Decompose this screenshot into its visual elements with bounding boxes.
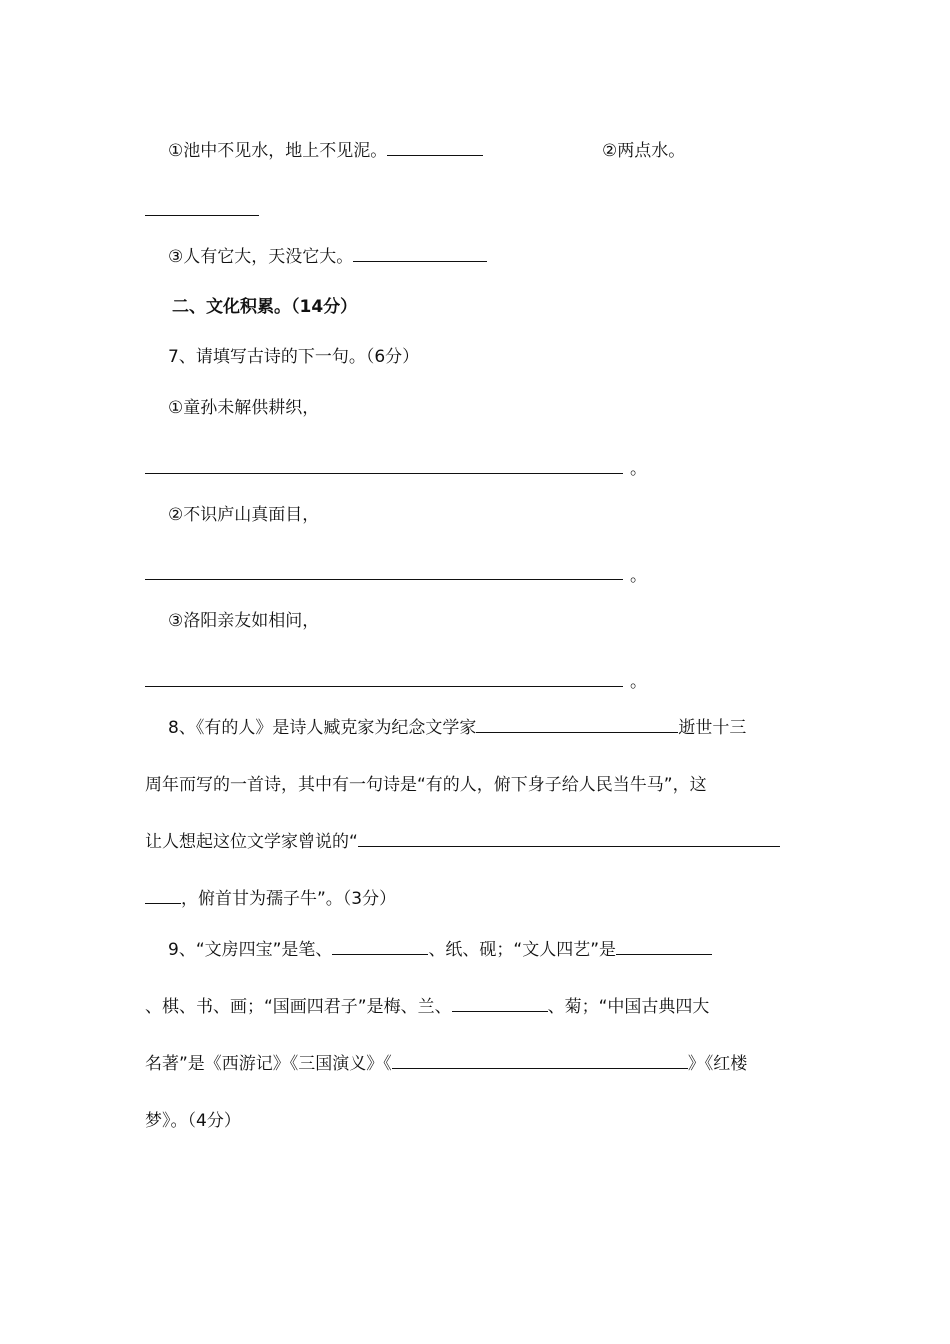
- q6-answer-2-blank[interactable]: [145, 215, 259, 216]
- q7-period-2: 。: [630, 566, 647, 586]
- section-heading: 二、文化积累。（14分）: [172, 297, 358, 317]
- q9-text-3: 、棋、书、画；“国画四君子”是梅、兰、: [145, 997, 452, 1017]
- q8-text-1: 8、《有的人》是诗人臧克家为纪念文学家: [168, 718, 477, 738]
- q7-prompt: 7、请填写古诗的下一句。（6分）: [168, 347, 420, 367]
- q9-line-1: [168, 938, 712, 962]
- q8-writer-blank[interactable]: [476, 716, 678, 733]
- q6-answer-1-blank[interactable]: [387, 139, 483, 156]
- q8-text-4: ，俯首甘为孺子牛”。（3分）: [181, 889, 397, 909]
- q7-answer-3-blank[interactable]: [145, 686, 623, 687]
- q6-item-3-text: ③人有它大，天没它大。: [168, 247, 354, 267]
- q9-text-5: 名著”是《西游记》《三国演义》《: [145, 1054, 392, 1074]
- q7-poem-line-2: ②不识庐山真面目，: [168, 505, 320, 525]
- q9-text-4: 、菊；“中国古典四大: [547, 997, 710, 1017]
- q9-line-3: [145, 1052, 747, 1076]
- q6-item-2-text: ②两点水。: [602, 141, 686, 161]
- q6-item-1: [168, 139, 483, 163]
- q8-text-2: 逝世十三: [678, 718, 747, 738]
- q8-line-3: [145, 830, 780, 854]
- q8-line-1: [168, 716, 746, 740]
- q7-poem-line-3: ③洛阳亲友如相问，: [168, 611, 320, 631]
- q8-line-2: 周年而写的一首诗，其中有一句诗是“有的人，俯下身子给人民当牛马”，这: [145, 775, 707, 795]
- q9-text-1: 9、“文房四宝”是笔、: [168, 940, 333, 960]
- q6-answer-3-blank[interactable]: [353, 245, 487, 262]
- q7-period-3: 。: [630, 672, 647, 692]
- q9-text-2: 、纸、砚；“文人四艺”是: [428, 940, 617, 960]
- q8-line-4: [145, 887, 396, 911]
- q8-text-3: 让人想起这位文学家曾说的“: [145, 832, 358, 852]
- q9-gentleman-blank[interactable]: [452, 995, 548, 1012]
- q8-quote-blank-continued[interactable]: [145, 887, 181, 904]
- q9-classic-novel-blank[interactable]: [392, 1052, 688, 1069]
- q6-item-3: [168, 245, 487, 269]
- q6-item-2: [602, 139, 685, 163]
- q7-poem-line-1: ①童孙未解供耕织，: [168, 398, 320, 418]
- q9-text-6: 》《红楼: [687, 1054, 748, 1074]
- q7-period-1: 。: [630, 459, 647, 479]
- q7-answer-1-blank[interactable]: [145, 473, 623, 474]
- q9-scholar-art-blank[interactable]: [616, 938, 712, 955]
- q9-study-treasure-blank[interactable]: [332, 938, 428, 955]
- q9-line-2: [145, 995, 709, 1019]
- q8-quote-blank[interactable]: [358, 830, 780, 847]
- q9-line-4: 梦》。（4分）: [145, 1111, 241, 1131]
- q7-answer-2-blank[interactable]: [145, 579, 623, 580]
- q6-item-1-text: ①池中不见水，地上不见泥。: [168, 141, 388, 161]
